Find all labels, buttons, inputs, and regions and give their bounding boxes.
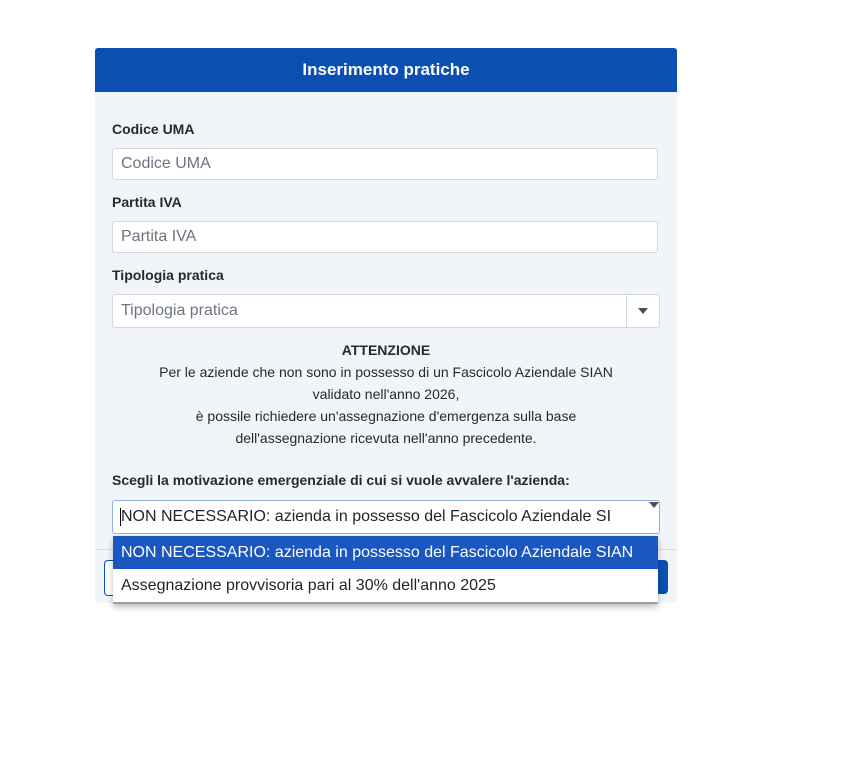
panel-header bbox=[95, 48, 677, 92]
notice-line: Per le aziende che non sono in possesso di un Fascicolo Aziendale SIAN bbox=[159, 364, 613, 380]
tipologia-pratica-select[interactable] bbox=[112, 294, 660, 328]
notice-line: è possile richiedere un'assegnazione d'emergenza sulla base bbox=[195, 408, 577, 424]
tipologia-pratica-label: Tipologia pratica bbox=[112, 267, 224, 283]
page-title: Inserimento pratiche bbox=[302, 60, 470, 79]
tipologia-pratica-placeholder: Tipologia pratica bbox=[121, 302, 238, 319]
codice-uma-label: Codice UMA bbox=[112, 121, 195, 137]
partita-iva-label: Partita IVA bbox=[112, 194, 182, 210]
chevron-down-icon[interactable] bbox=[626, 295, 659, 327]
notice-title: ATTENZIONE bbox=[341, 342, 431, 358]
motivazione-dropdown-list bbox=[113, 536, 658, 604]
motivazione-select[interactable] bbox=[112, 500, 660, 534]
partita-iva-input[interactable] bbox=[112, 221, 658, 253]
dropdown-option[interactable]: NON NECESSARIO: azienda in possesso del Fascicolo Aziendale SIAN bbox=[113, 536, 658, 569]
attention-notice bbox=[112, 339, 660, 449]
notice-line: dell'assegnazione ricevuta nell'anno precedente. bbox=[235, 430, 537, 446]
motivazione-label: Scegli la motivazione emergenziale di cui si vuole avvalere l'azienda: bbox=[112, 472, 570, 488]
codice-uma-input[interactable] bbox=[112, 148, 658, 180]
motivazione-selected-value[interactable]: NON NECESSARIO: azienda in possesso del Fascicolo Aziendale SI bbox=[121, 508, 612, 526]
notice-line: validato nell'anno 2026, bbox=[312, 386, 460, 402]
chevron-down-icon[interactable] bbox=[649, 508, 659, 526]
dropdown-option[interactable]: Assegnazione provvisoria pari al 30% dell'anno 2025 bbox=[121, 577, 496, 594]
